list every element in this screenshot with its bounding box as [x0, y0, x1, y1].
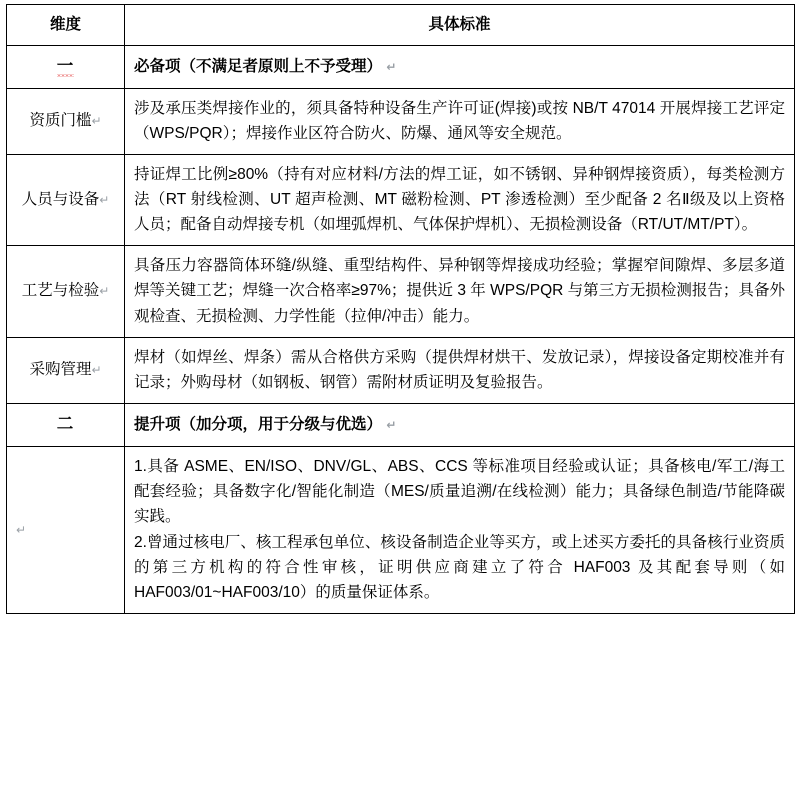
paragraph-mark: ↵ — [99, 284, 110, 299]
table-row — [7, 46, 795, 89]
dimension-process-inspection: 工艺与检验↵ — [7, 246, 125, 337]
criteria-table — [6, 4, 795, 614]
dimension-procurement: 采购管理↵ — [7, 337, 125, 403]
table-row — [7, 403, 795, 446]
dimension-qualification: 资质门槛↵ — [7, 88, 125, 154]
criteria-process-inspection: 具备压力容器筒体环缝/纵缝、重型结构件、异种钢等焊接成功经验；掌握窄间隙焊、多层多道焊等关键工艺；焊缝一次合格率≥97%；提供近 3 年 WPS/PQR 与第三方无损检测报告；具备外观检查、无损检测、力学性能（拉伸/冲击）能力。 — [125, 246, 795, 337]
criteria-procurement: 焊材（如焊丝、焊条）需从合格供方采购（提供焊材烘干、发放记录），焊接设备定期校准并有记录；外购母材（如钢板、钢管）需附材质证明及复验报告。 — [125, 337, 795, 403]
table-header-row — [7, 5, 795, 46]
section-number-one: 一 — [7, 46, 125, 89]
table-row — [7, 246, 795, 337]
table-row — [7, 155, 795, 246]
paragraph-mark: ↵ — [386, 59, 397, 74]
header-cell-criteria: 具体标准 — [125, 5, 795, 46]
section-title-bonus: 提升项（加分项，用于分级与优选） ↵ — [125, 403, 795, 446]
dimension-empty — [7, 446, 125, 614]
paragraph-mark: ↵ — [99, 193, 110, 208]
section-number-two: 二 — [7, 403, 125, 446]
paragraph-mark: ↵ — [16, 522, 27, 537]
table-row — [7, 446, 795, 614]
paragraph-mark: ↵ — [91, 363, 102, 378]
table-row — [7, 337, 795, 403]
criteria-qualification: 涉及承压类焊接作业的，须具备特种设备生产许可证(焊接)或按 NB/T 47014 开展焊接工艺评定（WPS/PQR）；焊接作业区符合防火、防爆、通风等安全规范。 — [125, 88, 795, 154]
criteria-personnel-equipment: 持证焊工比例≥80%（持有对应材料/方法的焊工证，如不锈钢、异种钢焊接资质），每类检测方法（RT 射线检测、UT 超声检测、MT 磁粉检测、PT 渗透检测）至少配备 2 名Ⅱ级及以上资格人员；配备自动焊接专机（如埋弧焊机、气体保护焊机）、无损检测设备（RT/UT/MT/PT）。 — [125, 155, 795, 246]
section-title-required: 必备项（不满足者原则上不予受理） ↵ — [125, 46, 795, 89]
paragraph-mark: ↵ — [91, 114, 102, 129]
table-row — [7, 88, 795, 154]
paragraph-mark: ↵ — [386, 417, 397, 432]
criteria-bonus-items: 1.具备 ASME、EN/ISO、DNV/GL、ABS、CCS 等标准项目经验或认证；具备核电/军工/海工配套经验；具备数字化/智能化制造（MES/质量追溯/在线检测）能力；具备绿色制造/节能降碳实践。 2.曾通过核电厂、核工程承包单位、核设备制造企业等买方，或上述买方委托的具备核行业资质的第三方机构的符合性审核，证明供应商建立了符合 HAF003 及其配套导则（如 HAF003/01~HAF003/10）的质量保证体系。 — [125, 446, 795, 614]
dimension-personnel-equipment: 人员与设备↵ — [7, 155, 125, 246]
header-cell-dimension: 维度 — [7, 5, 125, 46]
